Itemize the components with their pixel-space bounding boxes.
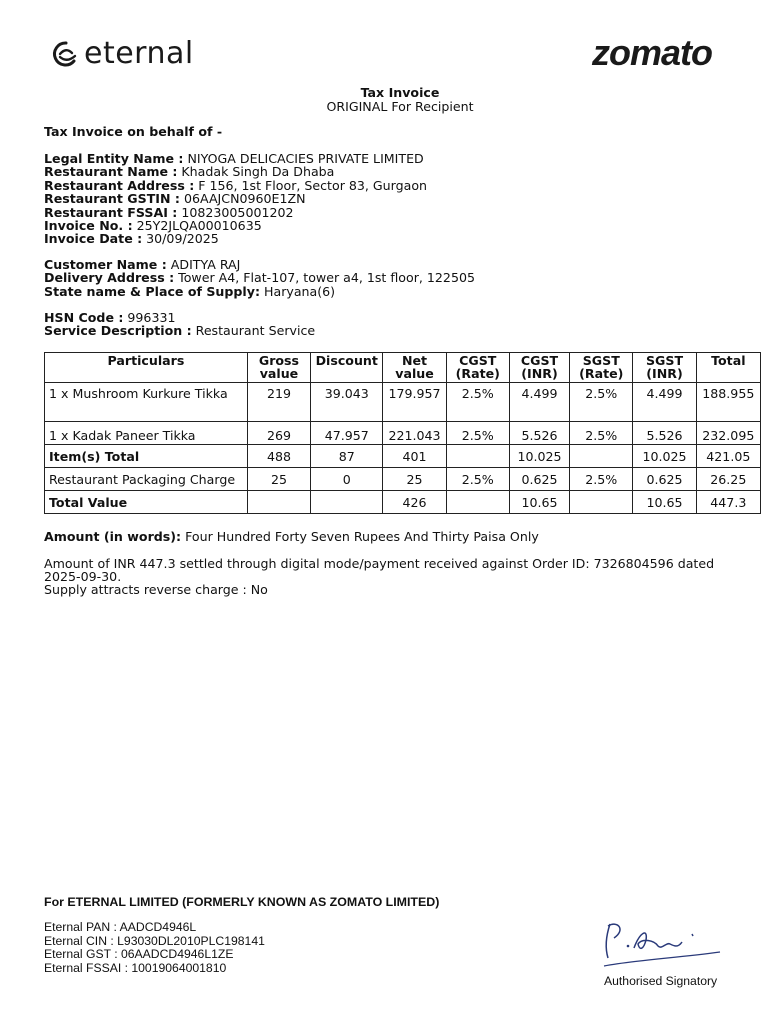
- table-cell: 488: [247, 445, 310, 468]
- invoice-date: [44, 232, 219, 245]
- table-cell: 232.095: [696, 422, 760, 445]
- table-cell: [570, 445, 633, 468]
- table-cell: 47.957: [311, 422, 383, 445]
- seller-fssai: [44, 206, 294, 219]
- field-label: Amount (in words):: [44, 529, 182, 544]
- header-text: Total: [711, 353, 746, 368]
- header-text: Net: [401, 353, 428, 368]
- settlement-line-1: Amount of INR 447.3 settled through digital mode/payment received against Order ID: 7326804596 dated: [44, 556, 715, 571]
- table-cell: [311, 491, 383, 514]
- column-header-net-value: [383, 353, 446, 383]
- table-cell: 2.5%: [446, 468, 509, 491]
- customer-name: [44, 258, 240, 271]
- field-label: Delivery Address :: [44, 270, 175, 286]
- table-cell: 39.043: [311, 383, 383, 422]
- column-header-discount: [311, 353, 383, 383]
- hsn-code: [44, 311, 176, 324]
- table-cell: 221.043: [383, 422, 446, 445]
- signature-image: [596, 918, 726, 968]
- field-label: Customer Name :: [44, 257, 167, 272]
- table-row-total-value: [45, 491, 761, 514]
- table-row-items-total: [45, 445, 761, 468]
- table-cell: 2.5%: [446, 422, 509, 445]
- table-cell: 10.65: [509, 491, 569, 514]
- header-text: value: [395, 366, 434, 382]
- invoice-title: Tax Invoice: [360, 85, 440, 100]
- column-header-sgst-rate: [570, 353, 633, 383]
- table-cell: 25: [247, 468, 310, 491]
- invoice-subtitle: ORIGINAL For Recipient: [326, 99, 474, 114]
- header-text: SGST: [582, 353, 620, 368]
- table-header-row: [45, 353, 761, 383]
- table-cell: 2.5%: [570, 422, 633, 445]
- footer-fssai: Eternal FSSAI : 10019064001810: [44, 960, 227, 975]
- field-value: Haryana(6): [260, 283, 336, 299]
- table-cell: 0: [311, 468, 383, 491]
- field-value: 10823005001202: [177, 204, 294, 220]
- header-text: (Rate): [455, 366, 500, 382]
- table-cell: 0.625: [633, 468, 696, 491]
- table-cell: 5.526: [509, 422, 569, 445]
- column-header-total: [696, 353, 760, 383]
- eternal-logo-text: eternal: [84, 36, 194, 71]
- column-header-particulars: [45, 353, 248, 383]
- field-label: State name & Place of Supply:: [44, 283, 260, 299]
- field-value: Tower A4, Flat-107, tower a4, 1st floor, 122505: [174, 270, 475, 286]
- header-text: CGST: [459, 353, 497, 368]
- invoice-number: [44, 219, 262, 232]
- table-row: [45, 468, 761, 491]
- footer-gst: Eternal GST : 06AADCD4946L1ZE: [44, 947, 234, 961]
- table-cell: 401: [383, 445, 446, 468]
- table-cell: 4.499: [509, 383, 569, 422]
- table-row: [45, 383, 761, 422]
- field-label: Restaurant GSTIN :: [44, 191, 180, 207]
- table-row: [45, 422, 761, 445]
- table-cell: [247, 491, 310, 514]
- delivery-address: [44, 271, 475, 284]
- table-cell: 447.3: [696, 491, 760, 514]
- reverse-charge-line: Supply attracts reverse charge : No: [44, 582, 268, 597]
- service-description: [44, 324, 315, 337]
- table-cell: 421.05: [696, 445, 760, 468]
- table-cell: 188.955: [696, 383, 760, 422]
- table-cell: [446, 445, 509, 468]
- table-cell: 426: [383, 491, 446, 514]
- table-cell: 87: [311, 445, 383, 468]
- table-cell: 1 x Mushroom Kurkure Tikka: [45, 383, 248, 422]
- table-cell: 10.025: [509, 445, 569, 468]
- table-cell: 10.025: [633, 445, 696, 468]
- table-cell: Total Value: [45, 491, 248, 514]
- field-value: Khadak Singh Da Dhaba: [177, 164, 335, 180]
- invoice-items-table: [44, 352, 761, 514]
- eternal-logo-mark-icon: [48, 39, 78, 69]
- zomato-logo: zomato: [592, 32, 712, 73]
- header-text: Discount: [315, 353, 378, 368]
- field-label: Restaurant Address :: [44, 177, 195, 193]
- behalf-heading: Tax Invoice on behalf of -: [44, 124, 223, 139]
- table-cell: 269: [247, 422, 310, 445]
- seller-legal-entity: [44, 152, 424, 165]
- table-cell: 26.25: [696, 468, 760, 491]
- table-cell: [446, 491, 509, 514]
- header-text: Gross: [258, 353, 300, 368]
- seller-restaurant-name: [44, 165, 334, 178]
- seller-restaurant-address: [44, 179, 427, 192]
- table-cell: Item(s) Total: [45, 445, 248, 468]
- field-value: ADITYA RAJ: [166, 257, 241, 272]
- field-label: Service Description :: [44, 323, 192, 339]
- table-cell: 5.526: [633, 422, 696, 445]
- header-text: (Rate): [579, 366, 624, 382]
- table-cell: 1 x Kadak Paneer Tikka: [45, 422, 248, 445]
- eternal-logo: [48, 36, 194, 72]
- table-cell: 2.5%: [570, 468, 633, 491]
- amount-in-words: [44, 530, 539, 543]
- settlement-line-2: 2025-09-30.: [44, 569, 122, 584]
- field-value: 30/09/2025: [142, 231, 219, 247]
- header-text: SGST: [645, 353, 684, 368]
- column-header-gross-value: [247, 353, 310, 383]
- field-label: HSN Code :: [44, 310, 124, 325]
- field-label: Invoice No. :: [44, 218, 133, 233]
- seller-gstin: [44, 192, 306, 205]
- column-header-sgst-inr: [633, 353, 696, 383]
- footer-cin: Eternal CIN : L93030DL2010PLC198141: [44, 933, 265, 948]
- footer-pan: Eternal PAN : AADCD4946L: [44, 920, 197, 934]
- header-text: (INR): [521, 366, 558, 382]
- header-text: Particulars: [107, 353, 185, 368]
- authorised-signatory-label: Authorised Signatory: [604, 974, 718, 988]
- field-value: Four Hundred Forty Seven Rupees And Thirty Paisa Only: [181, 529, 539, 544]
- field-label: Restaurant FSSAI :: [44, 204, 178, 220]
- footer-company-heading: For ETERNAL LIMITED (FORMERLY KNOWN AS ZOMATO LIMITED): [44, 895, 440, 909]
- column-header-cgst-rate: [446, 353, 509, 383]
- table-cell: 2.5%: [446, 383, 509, 422]
- field-label: Restaurant Name :: [44, 164, 178, 180]
- table-cell: Restaurant Packaging Charge: [45, 468, 248, 491]
- field-value: 996331: [123, 310, 176, 325]
- place-of-supply: [44, 285, 335, 298]
- header-text: value: [259, 366, 299, 382]
- field-value: 25Y2JLQA00010635: [132, 218, 262, 233]
- field-label: Legal Entity Name :: [44, 151, 184, 166]
- header-text: CGST: [520, 353, 559, 368]
- table-cell: 0.625: [509, 468, 569, 491]
- table-cell: 25: [383, 468, 446, 491]
- table-cell: 219: [247, 383, 310, 422]
- field-value: NIYOGA DELICACIES PRIVATE LIMITED: [183, 151, 424, 166]
- header-text: (INR): [646, 366, 683, 382]
- table-cell: 10.65: [633, 491, 696, 514]
- column-header-cgst-inr: [509, 353, 569, 383]
- field-value: Restaurant Service: [191, 323, 316, 339]
- field-value: F 156, 1st Floor, Sector 83, Gurgaon: [194, 177, 428, 193]
- table-cell: 2.5%: [570, 383, 633, 422]
- field-value: 06AAJCN0960E1ZN: [179, 191, 306, 207]
- table-cell: 4.499: [633, 383, 696, 422]
- table-cell: 179.957: [383, 383, 446, 422]
- field-label: Invoice Date :: [44, 231, 143, 247]
- table-cell: [570, 491, 633, 514]
